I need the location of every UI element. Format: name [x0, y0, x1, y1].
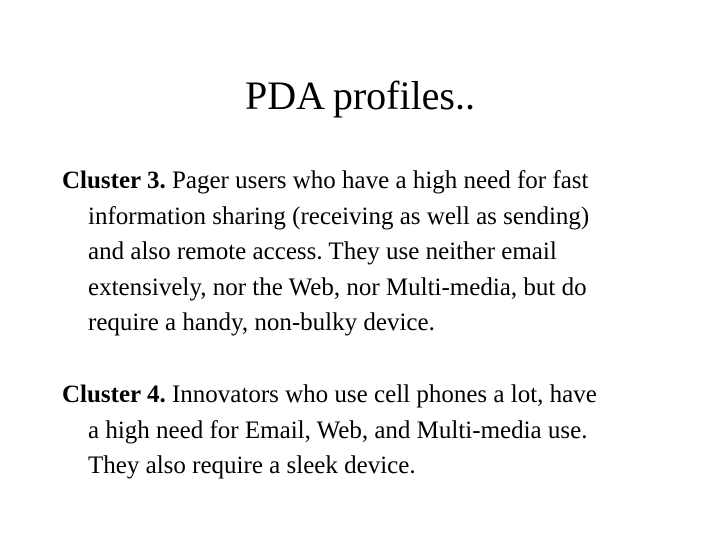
cluster-4-paragraph [62, 377, 702, 484]
paragraph-line: a high need for Email, Web, and Multi-media use. [88, 416, 588, 444]
paragraph-line: extensively, nor the Web, nor Multi-media, but do [88, 273, 587, 301]
paragraph-line [62, 377, 702, 413]
cluster-3-label: Cluster 3. [62, 167, 166, 194]
paragraph-line: and also remote access. They use neither email [88, 238, 557, 265]
paragraph-line [62, 163, 702, 199]
paragraph-line: They also require a sleek device. [88, 452, 416, 479]
paragraph-line: require a handy, non-bulky device. [88, 309, 435, 336]
paragraph-text: Pager users who have a high need for fast [165, 167, 589, 194]
cluster-3-paragraph [62, 163, 702, 341]
paragraph-line: information sharing (receiving as well as sending) [88, 202, 590, 230]
cluster-4-label: Cluster 4. [62, 381, 166, 408]
slide-title: PDA profiles.. [245, 73, 475, 118]
paragraph-text: Innovators who use cell phones a lot, have [165, 381, 597, 408]
